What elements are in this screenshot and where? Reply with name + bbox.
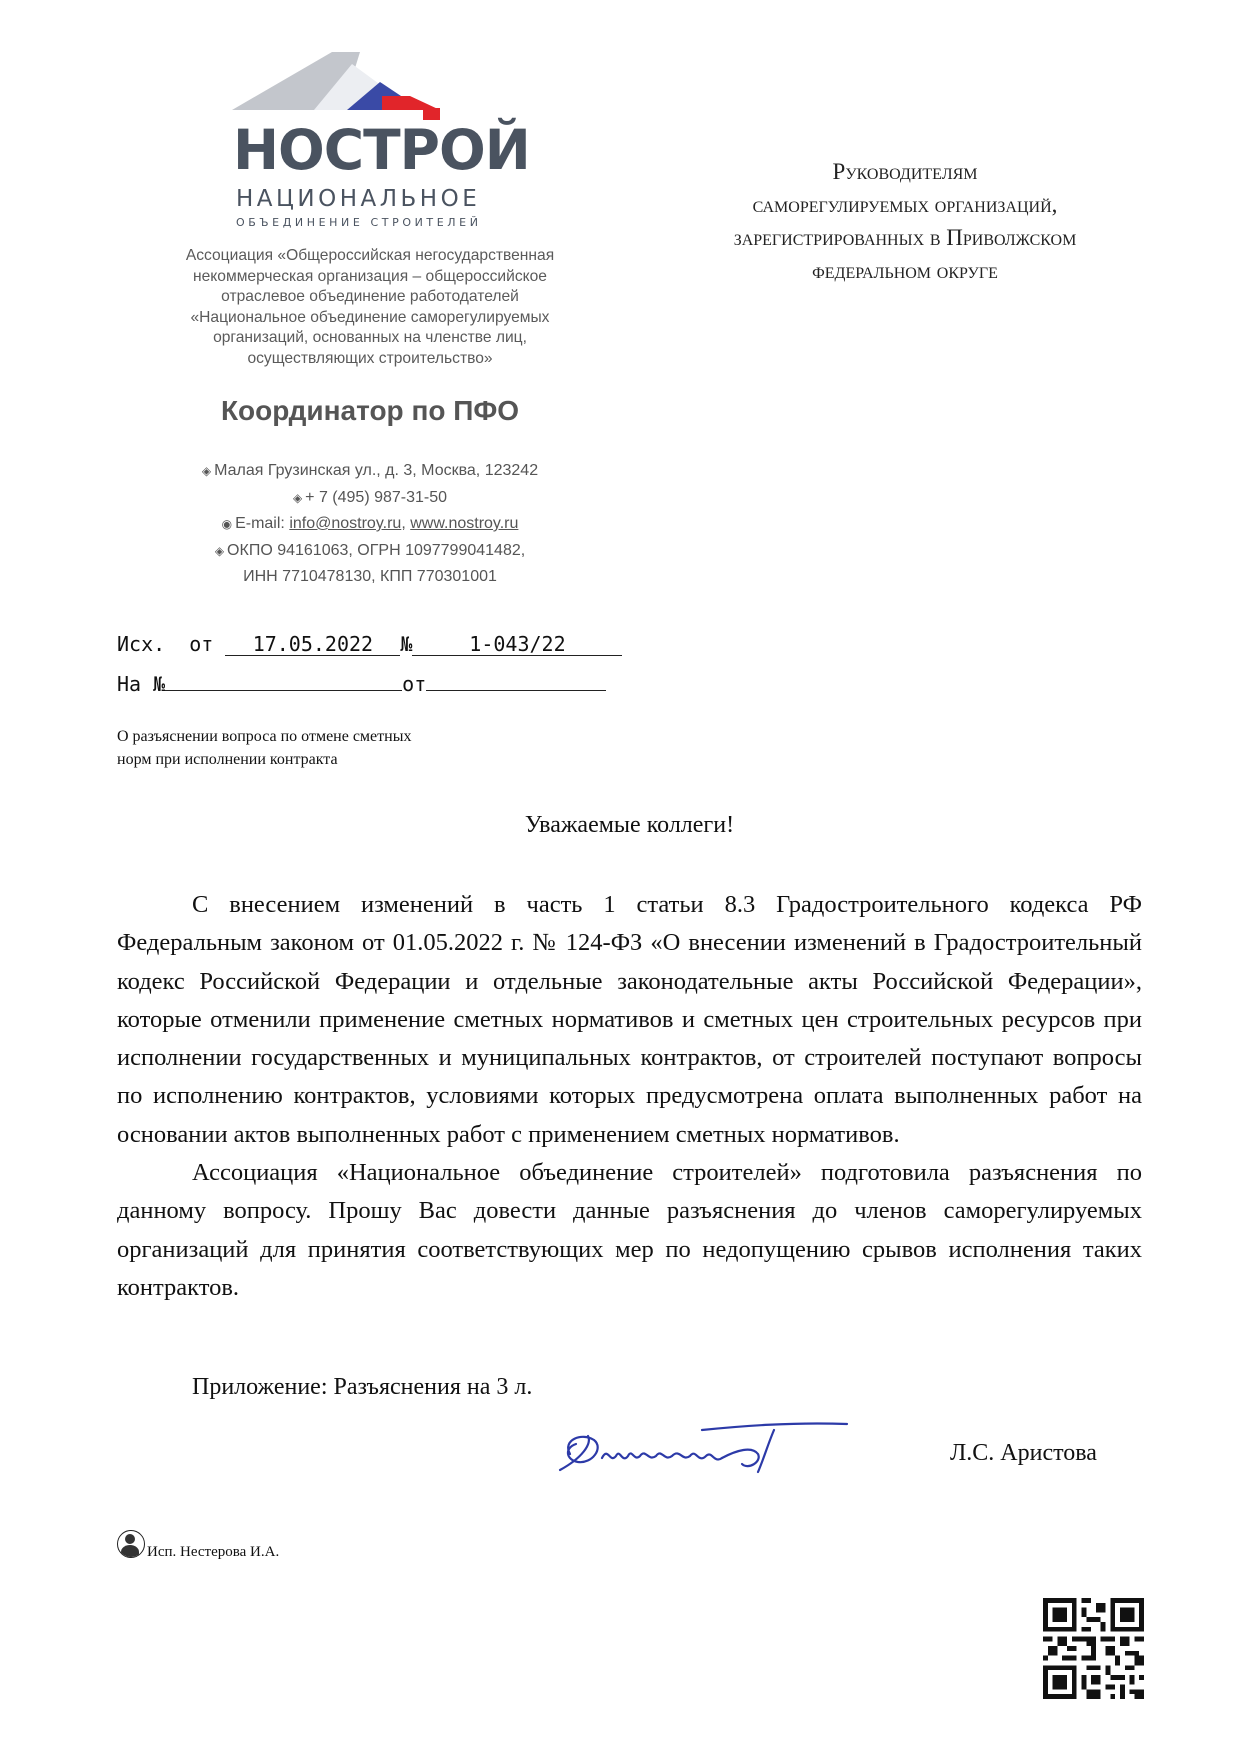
association-line: отраслевое объединение работодателей (221, 288, 519, 305)
outgoing-date: 17.05.2022 (225, 633, 400, 656)
email-icon: ◉ (221, 517, 233, 531)
association-line: Ассоциация «Общероссийская негосударственная (185, 247, 555, 264)
email-link[interactable]: info@nostroy.ru (289, 515, 402, 532)
location-icon: ◈ (201, 464, 212, 478)
addressee-block (640, 155, 1170, 287)
executor-stamp-icon (117, 1530, 145, 1558)
letter-body (117, 886, 1142, 1307)
incoming-reference: На № от (117, 672, 606, 696)
coordinator-title: Координатор по ПФО (220, 395, 520, 426)
association-line: организаций, основанных на членстве лиц, (213, 329, 527, 346)
logo-roof-icon (232, 52, 447, 112)
contact-codes-2: ИНН 7710478130, КПП 770301001 (243, 568, 497, 585)
logo-wordmark: НОСТРОЙ (233, 118, 530, 182)
appendix: Приложение: Разъяснения на 3 л. (192, 1374, 533, 1400)
outgoing-reference: Исх. от 17.05.2022 № 1-043/22 (117, 632, 622, 656)
qr-code-icon (1043, 1598, 1144, 1699)
association-line: осуществляющих строительство» (247, 349, 493, 367)
contact-codes-1: ◈ ОКПО 94161063, ОГРН 1097799041482, (214, 541, 526, 559)
contact-email: ◉ E-mail: info@nostroy.ru, www.nostroy.ru (221, 515, 519, 532)
addressee-line: саморегулируемых организаций, (752, 192, 1058, 217)
contacts-block (140, 458, 600, 591)
association-line: «Национальное объединение саморегулируемых (190, 308, 550, 326)
incoming-number (165, 690, 402, 691)
phone-icon: ◈ (292, 490, 303, 505)
signature-image (552, 1418, 852, 1493)
greeting: Уважаемые коллеги! (524, 812, 735, 838)
executor: Исп. Нестерова И.А. (147, 1544, 280, 1560)
website-link[interactable]: www.nostroy.ru (410, 515, 519, 532)
body-paragraph-2: Ассоциация «Национальное объединение строителей» подготовила разъяснения по данному вопросу. Прошу Вас довести данные разъяснения до членов саморегулируемых организаций для принятия соответствующих мер по недопущению срывов исполнения таких контрактов. (117, 1159, 1142, 1301)
logo-subtitle-1: НАЦИОНАЛЬНОЕ (236, 186, 481, 212)
signer-name: Л.С. Аристова (950, 1440, 1097, 1466)
letter-subject: О разъяснении вопроса по отмене сметных норм при исполнении контракта (117, 728, 412, 768)
contact-phone: ◈ + 7 (495) 987-31-50 (292, 488, 448, 506)
contact-address: ◈ Малая Грузинская ул., д. 3, Москва, 123242 (201, 462, 539, 479)
association-line: некоммерческая организация – общероссийское (193, 267, 547, 285)
addressee-line: Руководителям (832, 159, 978, 184)
association-description (140, 246, 600, 369)
logo-subtitle-2: ОБЪЕДИНЕНИЕ СТРОИТЕЛЕЙ (236, 216, 482, 229)
info-icon: ◈ (214, 543, 225, 558)
outgoing-number: 1-043/22 (412, 633, 622, 656)
body-paragraph-1: С внесением изменений в часть 1 статьи 8.3 Градостроительного кодекса РФ Федеральным законом от 01.05.2022 г. № 124-ФЗ «О внесении изменений в Градостроительный кодекс Российской Федерации и отдельные законодательные акты Российской Федерации», которые отменили применение сметных нормативов и сметных цен строительных ресурсов при исполнении государственных и муниципальных контрактов, от строителей поступают вопросы по исполнению контрактов, условиями которых предусмотрена оплата выполненных работ на основании актов выполненных работ с применением сметных нормативов. (117, 891, 1142, 1148)
addressee-line: зарегистрированных в Приволжском (733, 225, 1077, 250)
incoming-date (426, 690, 606, 691)
addressee-line: федеральном округе (812, 258, 998, 283)
